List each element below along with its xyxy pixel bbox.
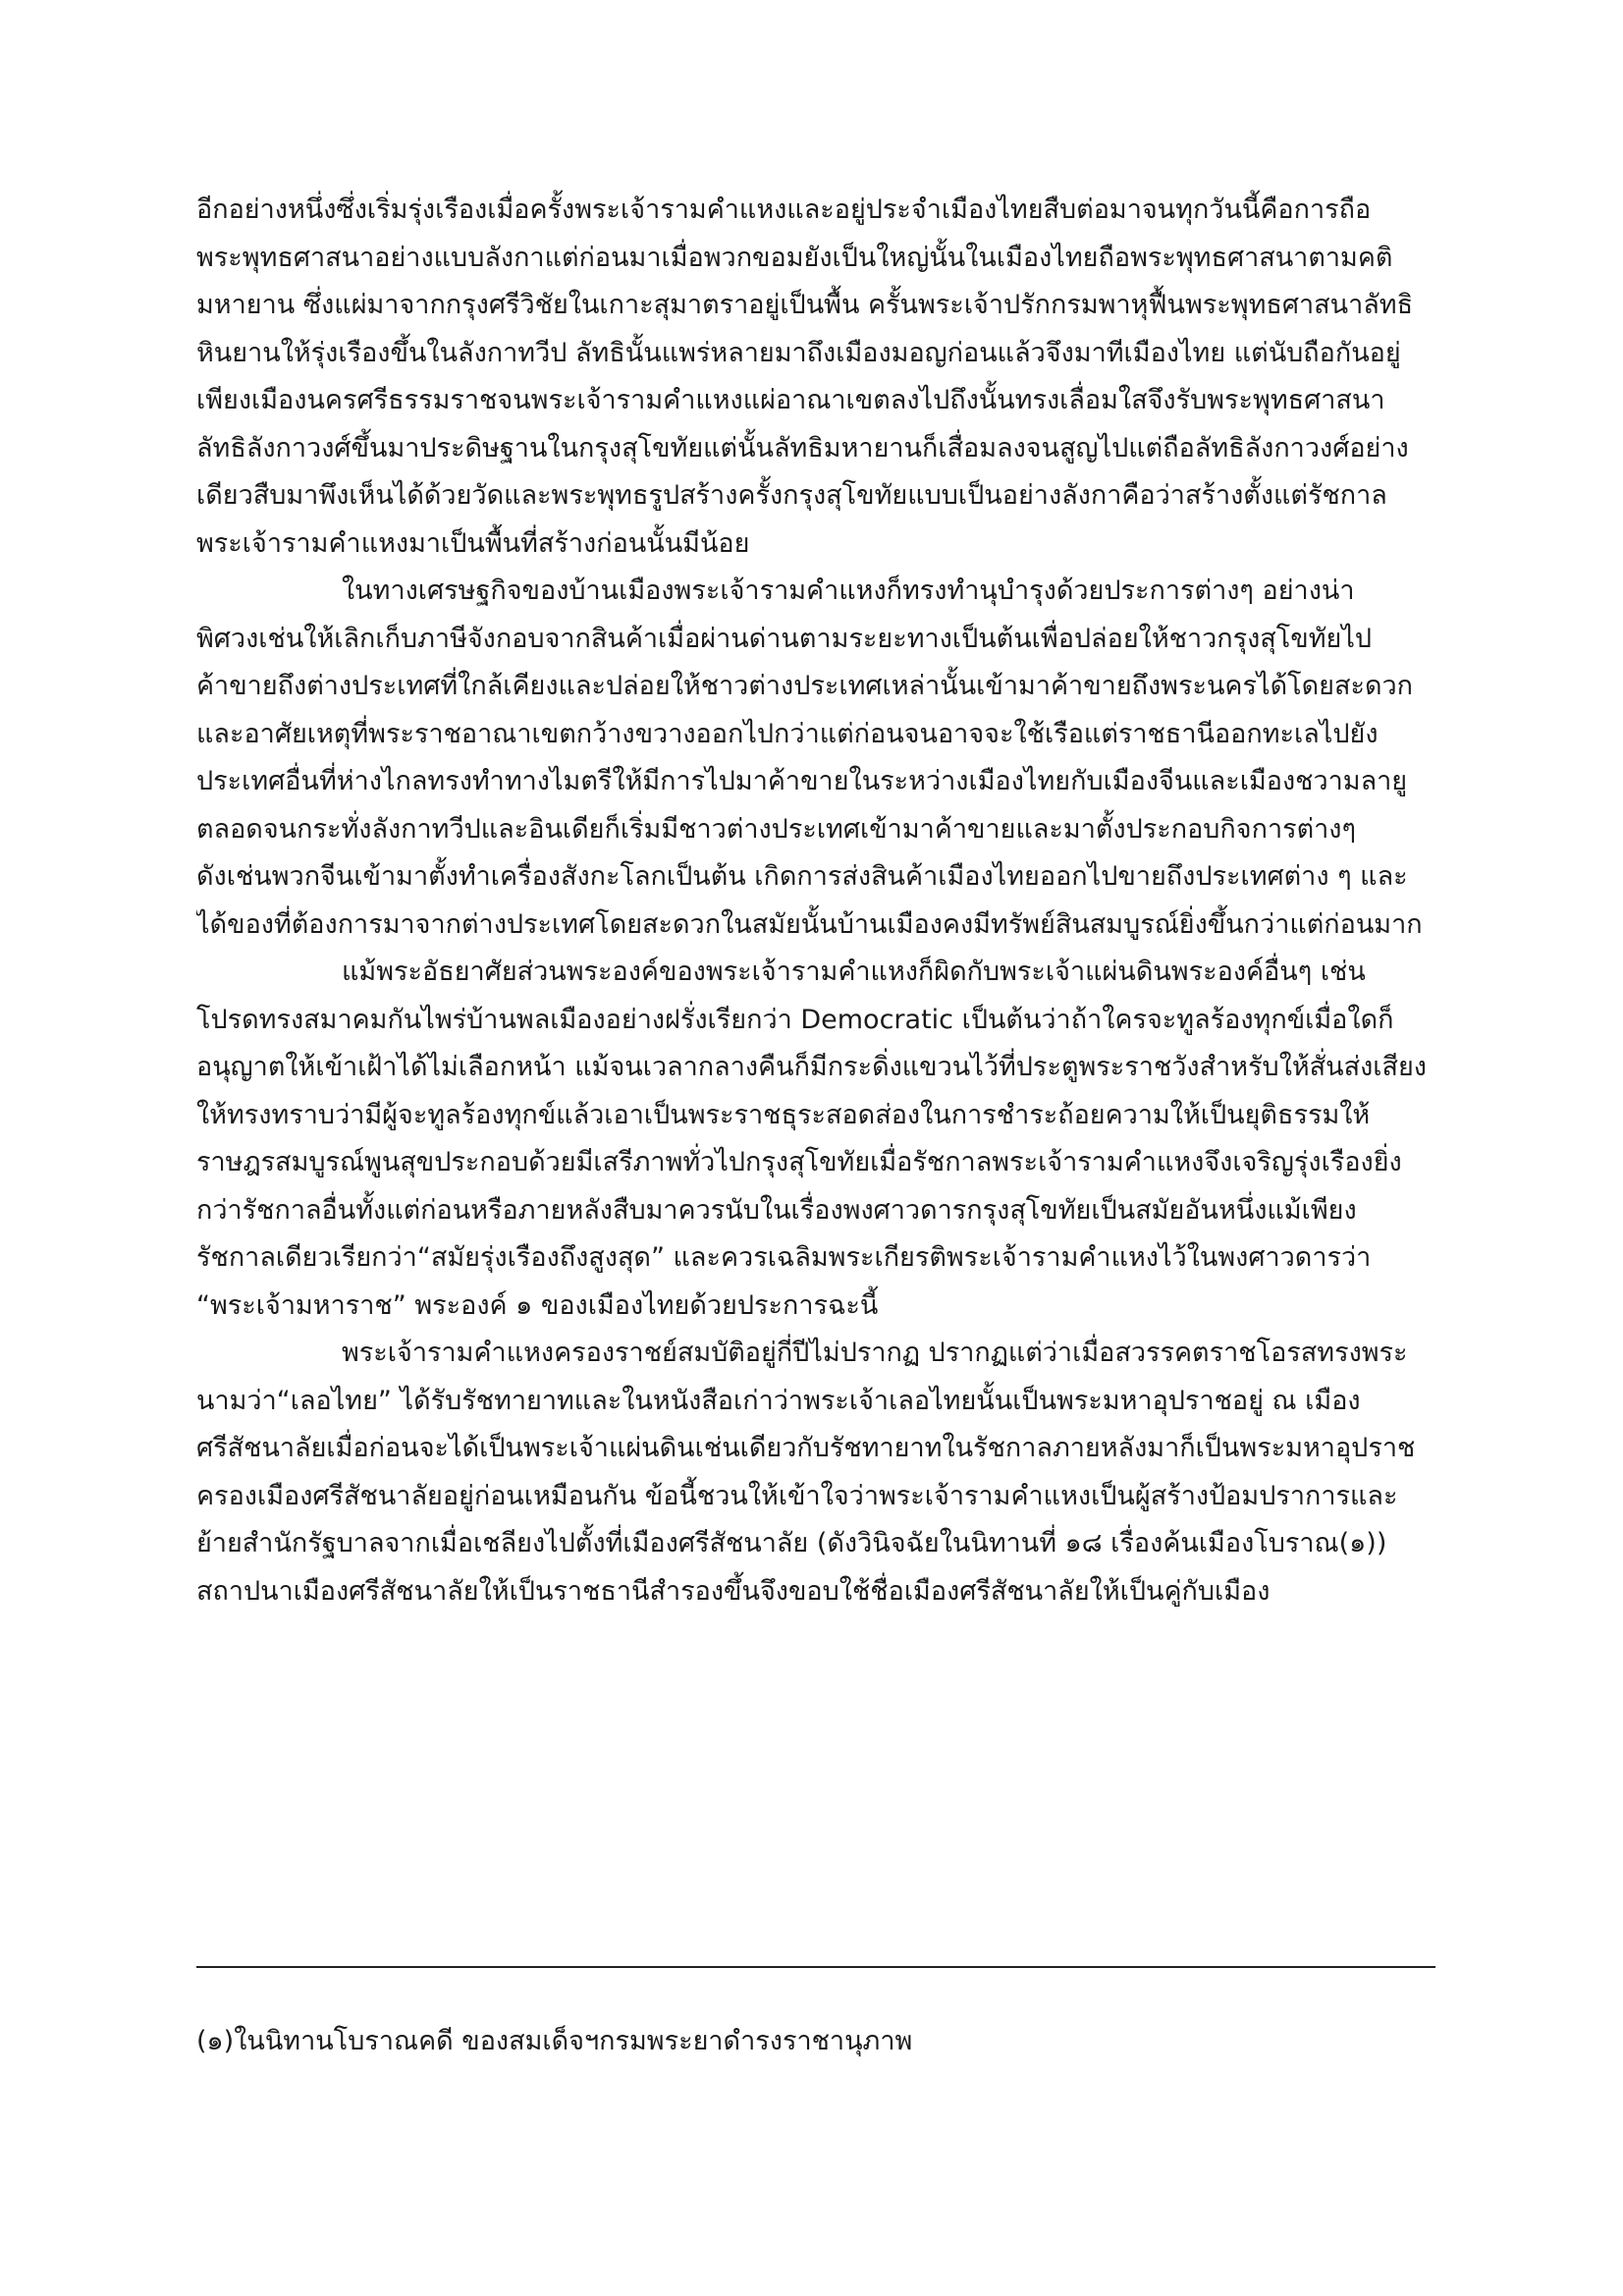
text-line: ประเทศอื่นที่ห่างไกลทรงทำทางไมตรีให้มีการไปมาค้าขายในระหว่างเมืองไทยกับเมืองจีนและเมืองชวามลายู xyxy=(196,766,1408,796)
footnote-separator xyxy=(196,1966,1435,1968)
text-line: อนุญาตให้เข้าเฝ้าได้ไม่เลือกหน้า แม้จนเวลากลางคืนก็มีกระดิ่งแขวนไว้ที่ประตูพระราชวังสำหรับให้สั่นส่งเสียง xyxy=(196,1052,1427,1082)
text-line: ให้ทรงทราบว่ามีผู้จะทูลร้องทุกข์แล้วเอาเป็นพระราชธุระสอดส่องในการชำระถ้อยความให้เป็นยุติธรรมให้ xyxy=(196,1099,1371,1130)
text-line: โปรดทรงสมาคมกันไพร่บ้านพลเมืองอย่างฝรั่งเรียกว่า Democratic เป็นต้นว่าถ้าใครจะทูลร้องทุกข์เมื่อใดก็ xyxy=(196,1004,1394,1035)
text-line: ตลอดจนกระทั่งลังกาทวีปและอินเดียก็เริ่มมีชาวต่างประเทศเข้ามาค้าขายและมาตั้งประกอบกิจการต่างๆ xyxy=(196,813,1356,845)
text-line: “พระเจ้ามหาราช” พระองค์ ๑ ของเมืองไทยด้วยประการฉะนี้ xyxy=(196,1289,879,1321)
text-line: ลัทธิลังกาวงศ์ขึ้นมาประดิษฐานในกรุงสุโขทัยแต่นั้นลัทธิมหายานก็เสื่อมลงจนสูญไปแต่ถือลัทธิลังกาวงศ์อย่าง xyxy=(196,432,1409,464)
text-line: มหายาน ซึ่งแผ่มาจากกรุงศรีวิชัยในเกาะสุมาตราอยู่เป็นพื้น ครั้นพระเจ้าปรักกรมพาหุฟื้นพระพุทธศาสนาลัทธิ xyxy=(196,290,1414,320)
text-line: พระพุทธศาสนาอย่างแบบลังกาแต่ก่อนมาเมื่อพวกขอมยังเป็นใหญ่นั้นในเมืองไทยถือพระพุทธศาสนาตามคติ xyxy=(196,242,1393,273)
text-line: แม้พระอัธยาศัยส่วนพระองค์ของพระเจ้ารามคำแหงก็ผิดกับพระเจ้าแผ่นดินพระองค์อื่นๆ เช่น xyxy=(342,957,1366,987)
text-line: ดังเช่นพวกจีนเข้ามาตั้งทำเครื่องสังกะโลกเป็นต้น เกิดการส่งสินค้าเมืองไทยออกไปขายถึงประเทศต่าง ๆ และ xyxy=(196,861,1408,892)
text-line: ค้าขายถึงต่างประเทศที่ใกล้เคียงและปล่อยให้ชาวต่างประเทศเหล่านั้นเข้ามาค้าขายถึงพระนครได้โดยสะดวก xyxy=(196,671,1413,701)
text-line: รัชกาลเดียวเรียกว่า“สมัยรุ่งเรืองถึงสูงสุด” และควรเฉลิมพระเกียรติพระเจ้ารามคำแหงไว้ในพงศาวดารว่า xyxy=(196,1242,1372,1273)
text-line: ราษฎรสมบูรณ์พูนสุขประกอบด้วยมีเสรีภาพทั่วไปกรุงสุโขทัยเมื่อรัชกาลพระเจ้ารามคำแหงจึงเจริญรุ่งเรืองยิ่ง xyxy=(196,1147,1402,1177)
text-line: เพียงเมืองนครศรีธรรมราชจนพระเจ้ารามคำแหงแผ่อาณาเขตลงไปถึงนั้นทรงเลื่อมใสจึงรับพระพุทธศาสนา xyxy=(196,385,1385,415)
text-line: ครองเมืองศรีสัชนาลัยอยู่ก่อนเหมือนกัน ข้อนี้ชวนให้เข้าใจว่าพระเจ้ารามคำแหงเป็นผู้สร้างป้อมปราการและ xyxy=(196,1480,1398,1511)
text-line: ในทางเศรษฐกิจของบ้านเมืองพระเจ้ารามคำแหงก็ทรงทำนุบำรุงด้วยประการต่างๆ อย่างน่า xyxy=(342,575,1355,606)
text-line: ศรีสัชนาลัยเมื่อก่อนจะได้เป็นพระเจ้าแผ่นดินเช่นเดียวกับรัชทายาทในรัชกาลภายหลังมาก็เป็นพระมหาอุปราช xyxy=(196,1433,1416,1463)
text-line: นามว่า“เลอไทย” ได้รับรัชทายาทและในหนังสือเก่าว่าพระเจ้าเลอไทยนั้นเป็นพระมหาอุปราชอยู่ ณ เมือง xyxy=(196,1385,1361,1416)
text-line: หินยานให้รุ่งเรืองขึ้นในลังกาทวีป ลัทธินั้นแพร่หลายมาถึงเมืองมอญก่อนแล้วจึงมาทีเมืองไทย แต่นับถือกันอยู่ xyxy=(196,337,1401,368)
text-line: เดียวสืบมาพึงเห็นได้ด้วยวัดและพระพุทธรูปสร้างครั้งกรุงสุโขทัยแบบเป็นอย่างลังกาคือว่าสร้างตั้งแต่รัชกาล xyxy=(196,480,1387,511)
text-line: พิศวงเช่นให้เลิกเก็บภาษีจังกอบจากสินค้าเมื่อผ่านด่านตามระยะทางเป็นต้นเพื่อปล่อยให้ชาวกรุงสุโขทัยไป xyxy=(196,623,1373,654)
text-line: อีกอย่างหนึ่งซึ่งเริ่มรุ่งเรืองเมื่อครั้งพระเจ้ารามคำแหงและอยู่ประจำเมืองไทยสืบต่อมาจนทุกวันนี้คือการถือ xyxy=(196,194,1372,225)
footnote: (๑)ในนิทานโบราณคดี ของสมเด็จฯกรมพระยาดำรงราชานุภาพ xyxy=(196,2026,913,2056)
body-text xyxy=(196,187,1435,1615)
text-line: พระเจ้ารามคำแหงครองราชย์สมบัติอยู่กี่ปีไม่ปรากฏ ปรากฏแต่ว่าเมื่อสวรรคตราชโอรสทรงพระ xyxy=(342,1338,1408,1368)
text-line: ได้ของที่ต้องการมาจากต่างประเทศโดยสะดวกในสมัยนั้นบ้านเมืองคงมีทรัพย์สินสมบูรณ์ยิ่งขึ้นกว่าแต่ก่อนมาก xyxy=(196,908,1423,940)
text-line: ย้ายสำนักรัฐบาลจากเมื่อเชลียงไปตั้งที่เมืองศรีสัชนาลัย (ดังวินิจฉัยในนิทานที่ ๑๘ เรื่องค้นเมืองโบราณ(๑)) xyxy=(196,1528,1387,1558)
text-line: กว่ารัชกาลอื่นทั้งแต่ก่อนหรือภายหลังสืบมาควรนับในเรื่องพงศาวดารกรุงสุโขทัยเป็นสมัยอันหนึ่งแม้เพียง xyxy=(196,1194,1357,1226)
text-line: สถาปนาเมืองศรีสัชนาลัยให้เป็นราชธานีสำรองขึ้นจึงขอบใช้ชื่อเมืองศรีสัชนาลัยให้เป็นคู่กับเมือง xyxy=(196,1575,1271,1607)
text-line: และอาศัยเหตุที่พระราชอาณาเขตกว้างขวางออกไปกว่าแต่ก่อนจนอาจจะใช้เรือแต่ราชธานีออกทะเลไปยัง xyxy=(196,718,1379,749)
text-line: พระเจ้ารามคำแหงมาเป็นพื้นที่สร้างก่อนนั้นมีน้อย xyxy=(196,527,750,559)
